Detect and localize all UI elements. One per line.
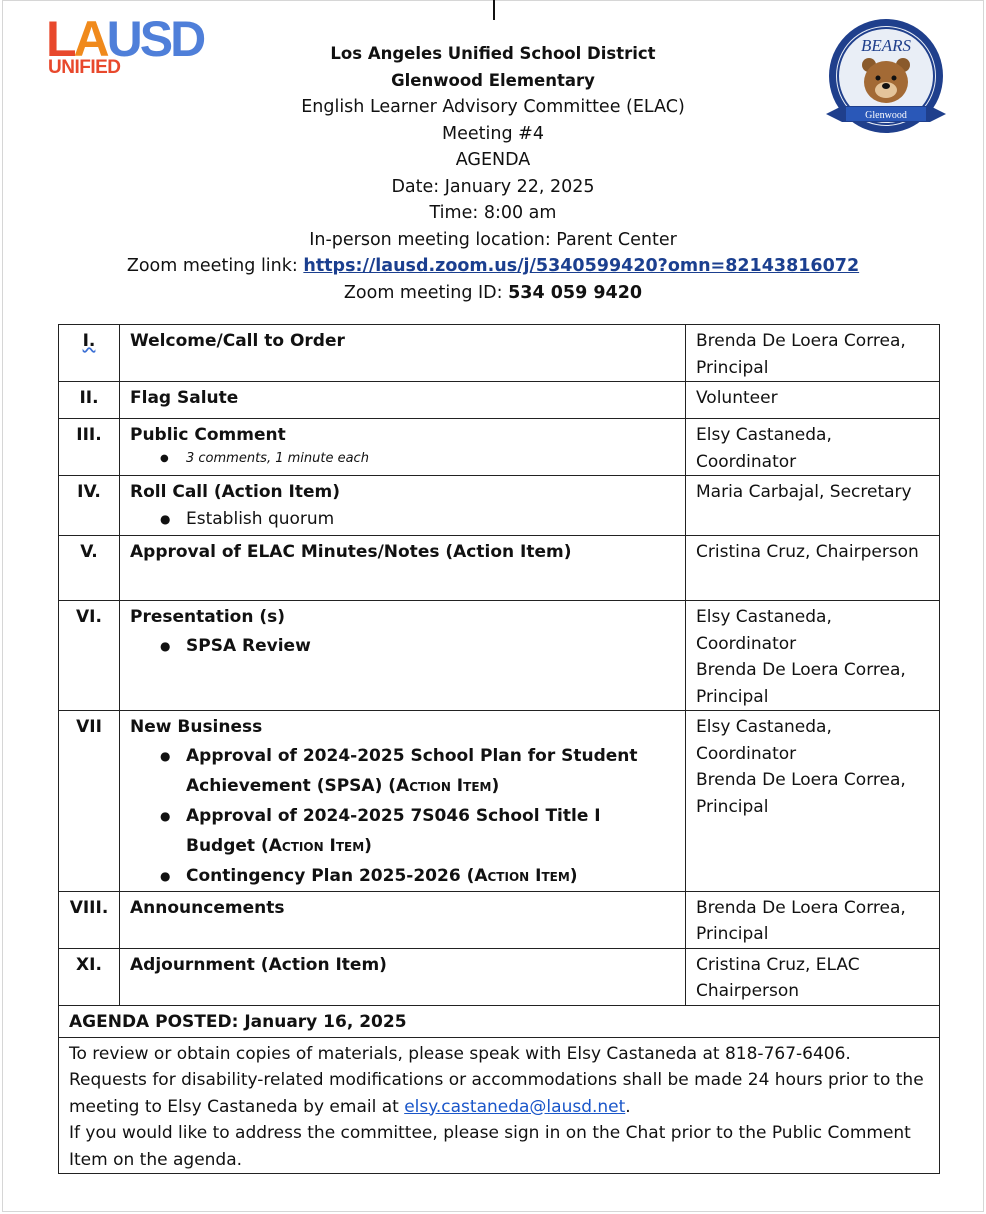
lausd-logo-unified: UNIFIED — [48, 57, 121, 78]
meeting-header — [0, 41, 986, 306]
agenda-row — [59, 536, 940, 601]
zoom-link[interactable]: https://lausd.zoom.us/j/5340599420?omn=82143816072 — [303, 256, 860, 276]
agenda-row — [59, 601, 940, 711]
sub-item: ● Approval of 2024-2025 School Plan for Student Achievement (SPSA) (Action Item) — [166, 741, 675, 801]
agenda-row — [59, 948, 940, 1005]
item-title: Announcements — [130, 897, 285, 918]
agenda-row — [59, 325, 940, 382]
district-name: Los Angeles Unified School District — [330, 44, 656, 63]
item-number: XI. — [59, 948, 120, 1005]
agenda-row — [59, 891, 940, 948]
sub-item: ● Approval of 2024-2025 7S046 School Title I Budget (Action Item) — [166, 801, 675, 861]
posted-row — [59, 1005, 940, 1037]
svg-text:Glenwood: Glenwood — [865, 110, 907, 121]
svg-text:BEARS: BEARS — [860, 36, 912, 55]
item-number: VII — [59, 711, 120, 892]
item-title: Flag Salute — [130, 388, 239, 408]
agenda-heading: AGENDA — [455, 150, 531, 170]
sub-item: ● Contingency Plan 2025-2026 (Action Item) — [166, 861, 675, 891]
lausd-logo-wordmark: LAUSD — [46, 11, 204, 67]
zoom-link-line: Zoom meeting link: https://lausd.zoom.us/j/5340599420?omn=82143816072 — [126, 256, 860, 276]
item-number: VIII. — [59, 891, 120, 948]
item-presenter: Brenda De Loera Correa, Principal — [686, 325, 940, 382]
item-number: V. — [59, 536, 120, 601]
committee-name: English Learner Advisory Committee (ELAC) — [301, 97, 685, 117]
item-title: New Business — [130, 717, 263, 737]
item-number: VI. — [59, 601, 120, 711]
item-number: III. — [59, 419, 120, 476]
school-name: Glenwood Elementary — [391, 70, 595, 90]
item-presenter: Brenda De Loera Correa, Principal — [686, 891, 940, 948]
meeting-time: Time: 8:00 am — [429, 203, 557, 223]
item-title: Presentation (s) — [130, 607, 286, 627]
contact-email-link[interactable]: elsy.castaneda@lausd.net — [404, 1096, 626, 1117]
item-title: Welcome/Call to Order — [130, 331, 345, 351]
item-title: Approval of ELAC Minutes/Notes (Action Item) — [130, 542, 572, 562]
item-number: II. — [59, 382, 120, 419]
agenda-table — [58, 324, 940, 1174]
agenda-row — [59, 476, 940, 536]
item-presenter: Volunteer — [686, 382, 940, 419]
item-presenter: Cristina Cruz, Chairperson — [686, 536, 940, 601]
sub-item: ● SPSA Review — [166, 631, 675, 661]
text-cursor — [493, 0, 495, 20]
item-presenter: Maria Carbajal, Secretary — [686, 476, 940, 536]
item-presenter: Cristina Cruz, ELAC Chairperson — [686, 948, 940, 1005]
sub-item: ● Establish quorum — [166, 506, 675, 533]
meeting-date: Date: January 22, 2025 — [391, 176, 595, 197]
item-number: I. — [82, 331, 96, 351]
meeting-number: Meeting #4 — [442, 123, 544, 144]
zoom-id-line: Zoom meeting ID: 534 059 9420 — [343, 282, 643, 303]
item-presenter: Elsy Castaneda, Coordinator — [686, 419, 940, 476]
item-title: Public Comment — [130, 425, 286, 445]
agenda-row — [59, 711, 940, 892]
notice-row — [59, 1037, 940, 1174]
agenda-posted-date: AGENDA POSTED: January 16, 2025 — [59, 1005, 940, 1037]
item-presenter: Elsy Castaneda, Coordinator Brenda De Loera Correa, Principal — [686, 711, 940, 892]
accessibility-notice: To review or obtain copies of materials, please speak with Elsy Castaneda at 818-767-6406. Requests for disability-related modifications or accommodations shall be made 24 hours prior to the meeting to Elsy Castaneda by email at elsy.castaneda@lausd.net. If you would like to address the committee, please sign in on the Chat prior to the Public Comment Item on the agenda. — [59, 1037, 940, 1174]
item-presenter: Elsy Castaneda, Coordinator Brenda De Loera Correa, Principal — [686, 601, 940, 711]
item-title: Adjournment (Action Item) — [130, 954, 387, 975]
agenda-row — [59, 419, 940, 476]
zoom-id: 534 059 9420 — [508, 282, 643, 303]
item-title: Roll Call (Action Item) — [130, 482, 340, 502]
item-number: IV. — [59, 476, 120, 536]
sub-item: ● 3 comments, 1 minute each — [166, 449, 675, 469]
agenda-row — [59, 382, 940, 419]
meeting-location: In-person meeting location: Parent Center — [309, 229, 677, 250]
